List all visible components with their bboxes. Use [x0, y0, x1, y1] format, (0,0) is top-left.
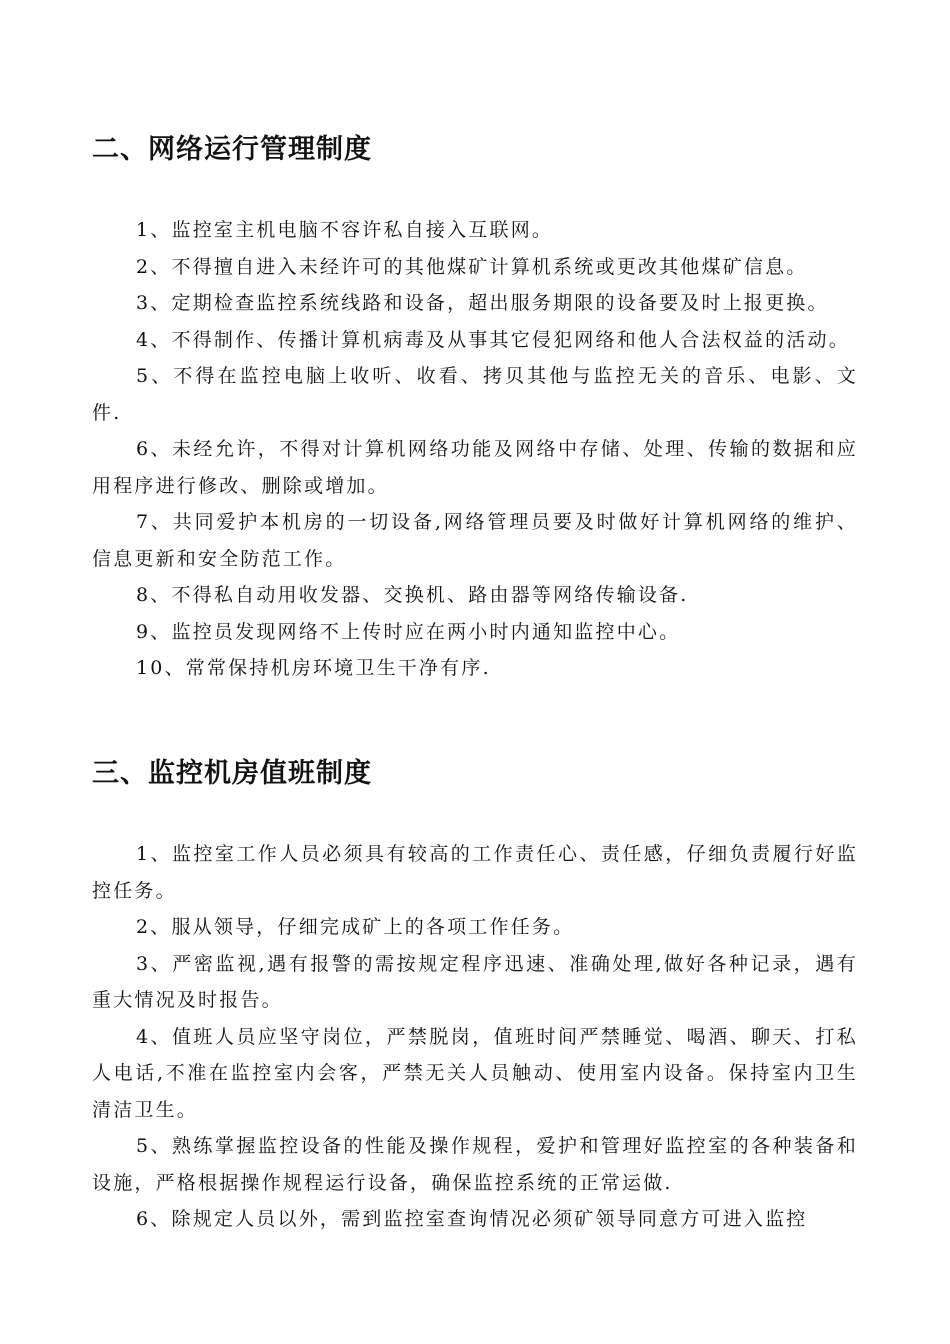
rule-item: 5、不得在监控电脑上收听、收看、拷贝其他与监控无关的音乐、电影、文件. [92, 365, 858, 424]
rule-item: 2、服从领导，仔细完成矿上的各项工作任务。 [136, 916, 575, 938]
rule-list [92, 212, 872, 687]
rule-item: 4、不得制作、传播计算机病毒及从事其它侵犯网络和他人合法权益的活动。 [136, 328, 850, 351]
rule-item: 7、共同爱护本机房的一切设备,网络管理员要及时做好计算机网络的维护、信息更新和安全防范工作。 [92, 511, 858, 570]
rule-item: 3、定期检查监控系统线路和设备，超出服务期限的设备要及时上报更换。 [136, 292, 829, 314]
rule-item: 4、值班人员应坚守岗位，严禁脱岗，值班时间严禁睡觉、喝酒、聊天、打私人电话,不准在监控室内会客，严禁无关人员触动、使用室内设备。保持室内卫生清洁卫生。 [92, 1025, 858, 1121]
section-title: 三、监控机房值班制度 [92, 758, 372, 789]
section-network-management [92, 128, 872, 687]
rule-item: 1、监控室工作人员必须具有较高的工作责任心、责任感，仔细负责履行好监控任务。 [92, 843, 858, 902]
section-title: 二、网络运行管理制度 [92, 134, 372, 165]
rule-item: 6、除规定人员以外，需到监控室查询情况必须矿领导同意方可进入监控 [136, 1208, 808, 1230]
rule-item: 5、熟练掌握监控设备的性能及操作规程，爱护和管理好监控室的各种装备和设施，严格根据操作规程运行设备，确保监控系统的正常运做. [92, 1135, 858, 1194]
rule-item: 1、监控室主机电脑不容许私自接入互联网。 [136, 219, 554, 241]
section-duty-system [92, 752, 872, 1238]
rule-item: 6、未经允许，不得对计算机网络功能及网络中存储、处理、传输的数据和应用程序进行修改、删除或增加。 [92, 438, 858, 497]
rule-item: 8、不得私自动用收发器、交换机、路由器等网络传输设备. [136, 584, 689, 606]
rule-item: 2、不得擅自进入未经许可的其他煤矿计算机系统或更改其他煤矿信息。 [136, 255, 808, 278]
rule-item: 10、常常保持机房环境卫生干净有序. [136, 657, 491, 679]
rule-item: 3、严密监视,遇有报警的需按规定程序迅速、准确处理,做好各种记录，遇有重大情况及时报告。 [92, 952, 858, 1011]
rule-list [92, 836, 872, 1238]
rule-item: 9、监控员发现网络不上传时应在两小时内通知监控中心。 [136, 620, 681, 643]
